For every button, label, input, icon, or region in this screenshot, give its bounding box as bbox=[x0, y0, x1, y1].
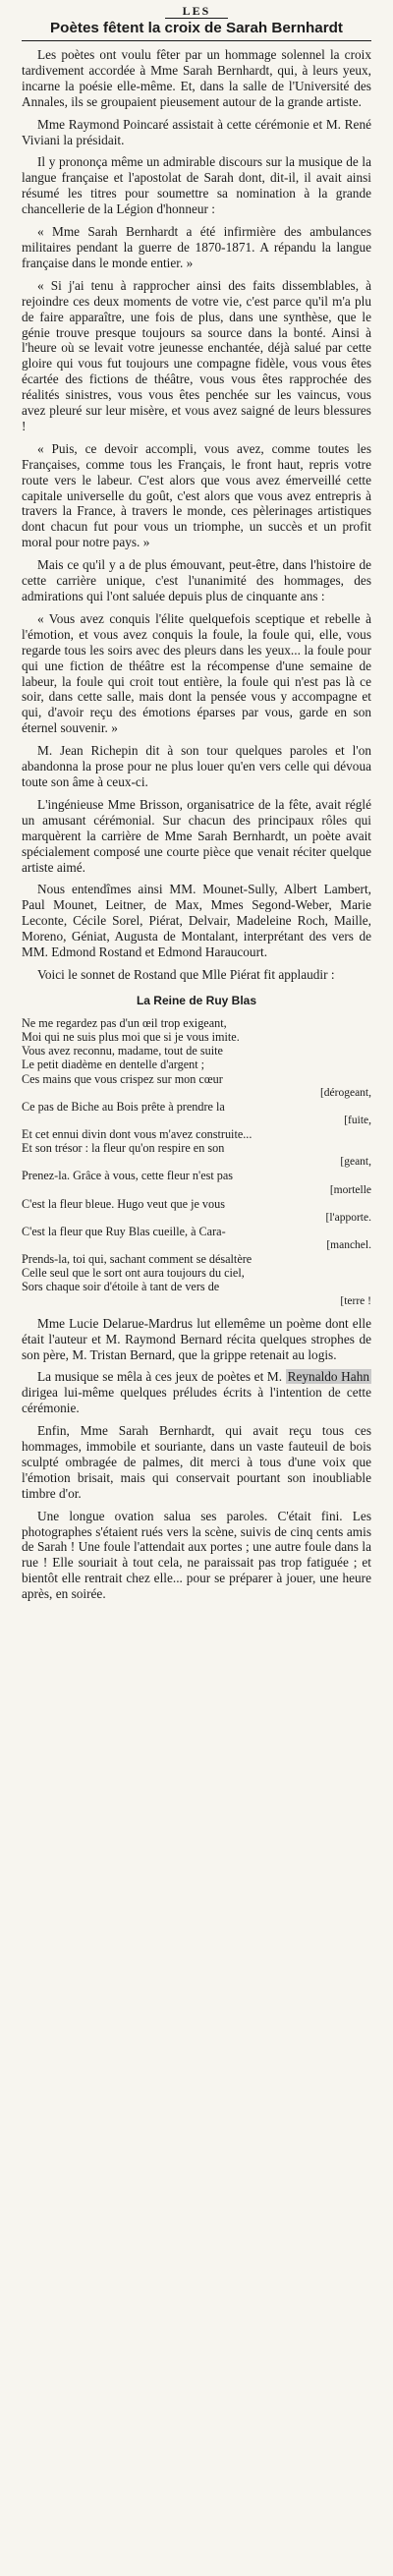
article-paragraph bbox=[22, 1316, 371, 1363]
article-body bbox=[22, 47, 371, 983]
newspaper-article bbox=[22, 4, 371, 1609]
poem-line bbox=[22, 1058, 371, 1071]
article-body-continued bbox=[22, 1316, 371, 1602]
poem-line bbox=[22, 1100, 371, 1127]
poem-line-text: C'est la fleur que Ruy Blas cueille, à Cara- bbox=[22, 1224, 226, 1238]
poem-line-text: C'est la fleur bleue. Hugo veut que je vous bbox=[22, 1196, 225, 1211]
poem-line bbox=[22, 1016, 371, 1030]
poem-line bbox=[22, 1252, 371, 1266]
poem-line bbox=[22, 1266, 371, 1280]
poem-line-continuation: [geant, bbox=[340, 1156, 371, 1169]
poem-line-text: Et son trésor : la fleur qu'on respire en son bbox=[22, 1141, 225, 1156]
poem-line-text: Prenez-la. Grâce à vous, cette fleur n'est pas bbox=[22, 1169, 234, 1183]
article-paragraph: Nous entendîmes ainsi MM. Mounet-Sully, Albert Lambert, Paul Mounet, Leitner, de Max, Mmes Segond-Weber, Marie Leconte, Cécile Sorel, Piérat, Delvair, Madeleine Roch, Maille, Moreno, Géniat, Augusta de Montalant, interprétant des vers de MM. Edmond Rostand et Edmond Haraucourt. bbox=[22, 882, 371, 960]
article-paragraph: Voici le sonnet de Rostand que Mlle Piérat fit applaudir : bbox=[37, 966, 335, 982]
poem bbox=[22, 1016, 371, 1308]
article-paragraph bbox=[22, 1423, 371, 1502]
article-paragraph bbox=[22, 1369, 371, 1416]
paragraph-text: La musique se mêla à ces jeux de poètes et M. bbox=[37, 1369, 286, 1385]
article-paragraph: « Si j'ai tenu à rapprocher ainsi des faits dissemblables, à rejoindre ces deux moments de votre vie, c'est parce qu'il m'a plu de faire apparaître, une fois de plus, dans une synthèse, que le génie trouve presque toujours sa source dans la bonté. Ainsi à l'heure où se levait votre jeunesse enchantée, déjà salué par cette gloire qui vous fut toujours une compagne fidèle, vous vous êtes écartée des fictions de théâtre, vous vous êtes rapprochée des réalités sinistres, vous vous êtes penchée sur les vaincus, vous avez pleuré sur leur misère, et vous avez saigné de leurs blessures ! bbox=[22, 277, 371, 433]
poem-line-continuation: [fuite, bbox=[344, 1115, 371, 1127]
article-paragraph bbox=[22, 1509, 371, 1602]
poem-line-continuation: [manchel. bbox=[326, 1239, 371, 1252]
article-paragraph: L'ingénieuse Mme Brisson, organisatrice de la fête, avait réglé un amusant cérémonial. Sur chacun des principaux rôles qui marquèrent la carrière de Mme Sarah Bernhardt, un poète avait spécialement composé une courte pièce que venait réciter quelque artiste aimé. bbox=[22, 796, 371, 875]
article-overline: LES bbox=[165, 4, 228, 19]
poem-line bbox=[22, 1072, 371, 1100]
paragraph-text: Enfin, Mme Sarah Bernhardt, qui avait reçu tous ces hommages, immobile et souriante, dans un vaste fauteuil de bois sculpté ombragée de palmes, dit merci à tous d'une voix que l'émotion brisait, mais qui conservait pourtant son inoubliable timbre d'or. bbox=[22, 1423, 371, 1501]
poem-line-continuation: [mortelle bbox=[329, 1183, 371, 1196]
paragraph-text: dirigea lui-même quelques préludes écrits à l'intention de cette cérémonie. bbox=[22, 1385, 371, 1416]
article-paragraph: Il y prononça même un admirable discours sur la musique de la langue française et l'apostolat de Sarah dont, dit-il, il avait ainsi résumé les titres pour soumettre sa nomination à la grande chancellerie de la Légion d'honneur : bbox=[22, 154, 371, 217]
article-paragraph: « Vous avez conquis l'élite quelquefois sceptique et rebelle à l'émotion, et vous avez conquis la foule, la foule qui, elle, vous regarde tous les soirs avec des pleurs dans les yeux... la foule pour qui une fiction de théâtre est la récompense d'une semaine de labeur, la foule qui croit tout entière, la foule qui n'est pas là ce soir, dans cette salle, mais dont la pensée vous y accompagne et qui, d'avoir reçu des émotions éparses par vous, garde en son éternel souvenir. » bbox=[22, 610, 371, 736]
article-headline: Poètes fêtent la croix de Sarah Bernhardt bbox=[22, 19, 371, 41]
poem-line bbox=[22, 1280, 371, 1307]
poem-line-text: Ne me regardez pas d'un œil trop exigeant, bbox=[22, 1015, 227, 1030]
poem-line bbox=[22, 1044, 371, 1058]
poem-line-text: Moi qui ne suis plus moi que si je vous imite. bbox=[22, 1030, 240, 1045]
article-paragraph: Mais ce qu'il y a de plus émouvant, peut-être, dans l'histoire de cette carrière unique, c'est l'unanimité des hommages, des admirations qui l'ont saluée depuis plus de cinquante ans : bbox=[22, 557, 371, 603]
poem-line-text: Vous avez reconnu, madame, tout de suite bbox=[22, 1044, 223, 1059]
poem-line-continuation: [terre ! bbox=[340, 1294, 371, 1307]
poem-line-text: Le petit diadème en dentelle d'argent ; bbox=[22, 1058, 205, 1072]
poem-line bbox=[22, 1197, 371, 1225]
poem-line bbox=[22, 1127, 371, 1141]
poem-line-text: Celle seul que le sort ont aura toujours du ciel, bbox=[22, 1266, 245, 1281]
paragraph-text: Une longue ovation salua ses paroles. C'était fini. Les photographes s'étaient rués vers la scène, suivis de cinq cents amis de Sarah ! Une foule l'attendait aux portes ; une autre foule dans la rue ! Elle souriait à tout cela, ne paraissait pas trop fatiguée ; et bientôt elle rentrait chez elle... pour se préparer à jouer, une heure après, en soirée. bbox=[22, 1508, 371, 1602]
poem-title: La Reine de Ruy Blas bbox=[136, 993, 257, 1007]
poem-line-text: Sors chaque soir d'étoile à tant de vers de bbox=[22, 1280, 220, 1294]
poem-line-text: Et cet ennui divin dont vous m'avez construite... bbox=[22, 1127, 253, 1142]
article-paragraph: Les poètes ont voulu fêter par un hommage solennel la croix tardivement accordée à Mme Sarah Bernhardt, qui, à leurs yeux, incarne la poésie elle-même. Et, dans la salle de l'Université des Annales, ils se groupaient pieusement autour de la grande artiste. bbox=[22, 47, 371, 109]
poem-line-continuation: [l'apporte. bbox=[325, 1211, 371, 1224]
article-paragraph: « Puis, ce devoir accompli, vous avez, comme toutes les Françaises, comme tous les Français, le front haut, repris votre route vers le labeur. C'est alors que vous avez émerveillé cette capitale universelle du goût, c'est alors que vous avez entrepris à travers la France, à travers le monde, ces pèlerinages artistiques dont chacun fut pour vous un triomphe, un succès et un profit moral pour notre pays. » bbox=[22, 440, 371, 550]
highlighted-name: Reynaldo Hahn bbox=[287, 1369, 369, 1385]
poem-line bbox=[22, 1225, 371, 1252]
poem-line bbox=[22, 1030, 371, 1044]
poem-line bbox=[22, 1141, 371, 1169]
article-paragraph: « Mme Sarah Bernhardt a été infirmière des ambulances militaires pendant la guerre de 1870-1871. A répandu la langue française dans le monde entier. » bbox=[22, 224, 371, 270]
poem-line-text: Prends-la, toi qui, sachant comment se désaltère bbox=[22, 1252, 253, 1267]
poem-line-text: Ces mains que vous crispez sur mon cœur bbox=[22, 1071, 223, 1086]
article-paragraph: M. Jean Richepin dit à son tour quelques paroles et l'on abandonna la prose pour ne plus louer qu'en vers celle qui dévoua toute son âme à ceux-ci. bbox=[22, 743, 371, 789]
paragraph-text: Mme Lucie Delarue-Mardrus lut ellemême un poème dont elle était l'auteur et M. Raymond Bernard récita quelques strophes de son père, M. Tristan Bernard, que la grippe retenait au logis. bbox=[22, 1315, 371, 1362]
poem-line bbox=[22, 1169, 371, 1196]
poem-line-text: Ce pas de Biche au Bois prête à prendre la bbox=[22, 1099, 225, 1114]
article-paragraph: Mme Raymond Poincaré assistait à cette cérémonie et M. René Viviani la présidait. bbox=[22, 116, 371, 147]
poem-line-continuation: [dérogeant, bbox=[319, 1086, 371, 1099]
